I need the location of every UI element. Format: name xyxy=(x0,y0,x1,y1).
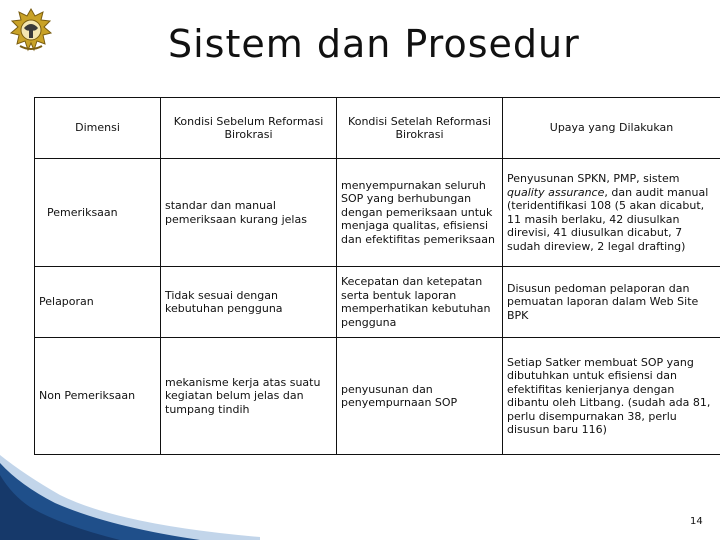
row-dimensi: Non Pemeriksaan xyxy=(35,338,161,455)
table-row xyxy=(35,267,720,338)
row-upaya-text-pre: Penyusunan SPKN, PMP, sistem xyxy=(507,172,680,185)
row-kondisi-sebelum: Tidak sesuai dengan kebutuhan pengguna xyxy=(161,267,337,338)
page-number: 14 xyxy=(690,516,703,527)
row-kondisi-sebelum: standar dan manual pemeriksaan kurang jelas xyxy=(161,159,337,267)
header-upaya: Upaya yang Dilakukan xyxy=(503,98,720,159)
table-header-row xyxy=(35,98,720,159)
table-row xyxy=(35,338,720,455)
row-upaya-text-post: , dan audit manual (teridentifikasi 108 (5 akan dicabut, 11 masih berlaku, 42 diusulkan direvisi, 41 diusulkan dicabut, 7 sudah direview, 2 legal drafting) xyxy=(507,185,709,253)
row-upaya: Setiap Satker membuat SOP yang dibutuhkan untuk efisiensi dan efektifitas kenierjanya dengan dibantu oleh Litbang. (sudah ada 81, perlu disempurnakan 38, perlu disusun baru 116) xyxy=(503,338,720,455)
header-dimensi: Dimensi xyxy=(35,98,161,159)
row-kondisi-setelah: Kecepatan dan ketepatan serta bentuk laporan memperhatikan kebutuhan pengguna xyxy=(337,267,503,338)
row-dimensi: Pemeriksaan xyxy=(35,159,161,267)
decorative-wave xyxy=(0,455,260,540)
table-row xyxy=(35,159,720,267)
row-upaya xyxy=(503,159,720,267)
row-dimensi: Pelaporan xyxy=(35,267,161,338)
page-title: Sistem dan Prosedur xyxy=(168,22,580,66)
row-upaya: Disusun pedoman pelaporan dan pemuatan laporan dalam Web Site BPK xyxy=(503,267,720,338)
row-kondisi-sebelum: mekanisme kerja atas suatu kegiatan belum jelas dan tumpang tindih xyxy=(161,338,337,455)
data-table xyxy=(34,97,720,455)
header-kondisi-sebelum: Kondisi Sebelum Reformasi Birokrasi xyxy=(161,98,337,159)
row-kondisi-setelah: penyusunan dan penyempurnaan SOP xyxy=(337,338,503,455)
header-kondisi-setelah: Kondisi Setelah Reformasi Birokrasi xyxy=(337,98,503,159)
bpk-emblem-icon xyxy=(6,6,56,56)
row-upaya-text-italic: quality assurance xyxy=(507,185,605,199)
row-kondisi-setelah: menyempurnakan seluruh SOP yang berhubungan dengan pemeriksaan untuk menjaga qualitas, efisiensi dan efektifitas pemeriksaan xyxy=(337,159,503,267)
